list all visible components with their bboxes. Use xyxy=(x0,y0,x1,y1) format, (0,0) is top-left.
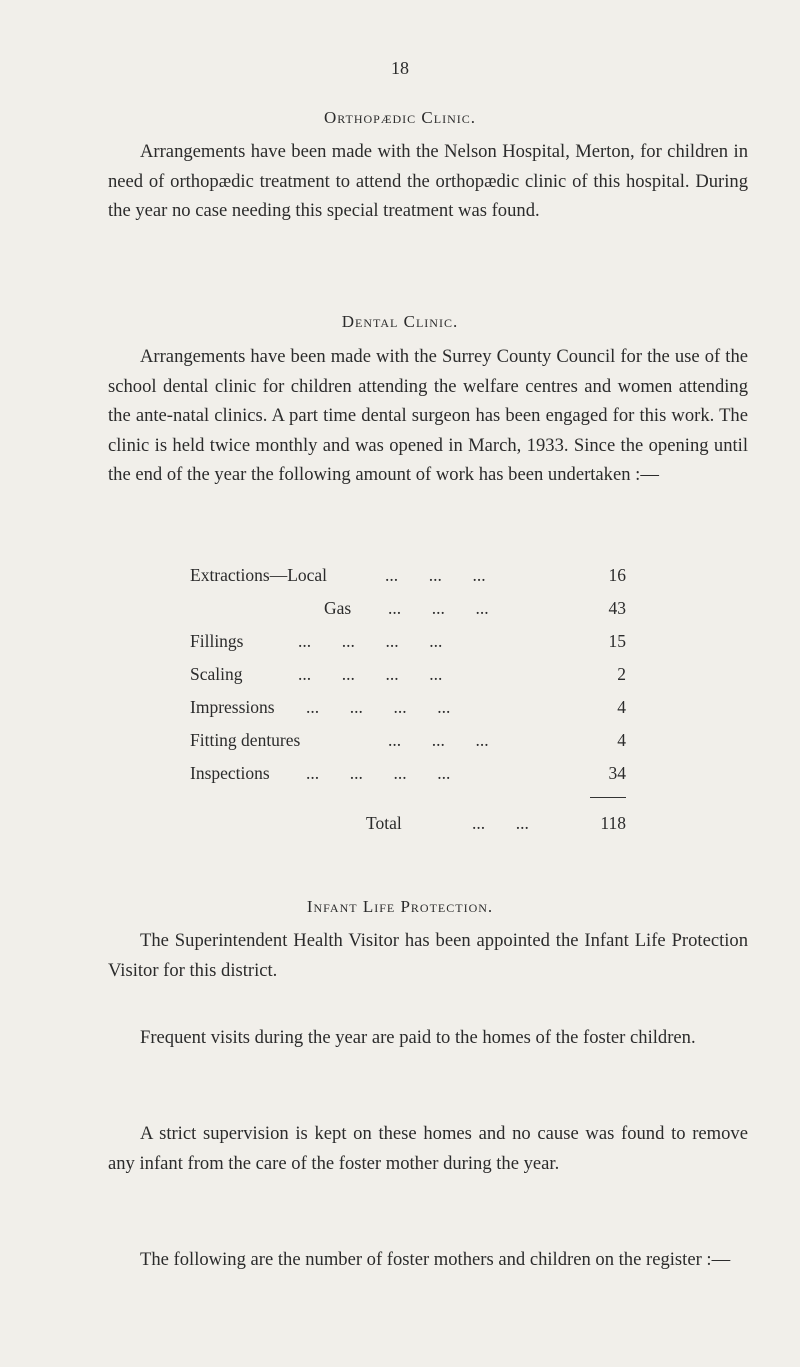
table-row xyxy=(190,631,626,659)
total-value: 118 xyxy=(600,813,626,833)
row-value: 4 xyxy=(617,730,626,750)
row-value: 4 xyxy=(617,697,626,717)
table-row xyxy=(190,763,626,791)
dental-paragraph: Arrangements have been made with the Surrey County Council for the use of the school dental clinic for children attending the welfare centres and women attending the ante-natal clinics. A part time dental surgeon has been engaged for this work. The clinic is held twice monthly and was opened in March, 1933. Since the opening until the end of the year the following amount of work has been undertaken :— xyxy=(108,346,748,485)
leader-dots: ... ... ... ... xyxy=(298,631,443,651)
row-label: Inspections xyxy=(190,763,270,783)
row-value: 2 xyxy=(617,664,626,684)
leader-dots: ... ... ... xyxy=(385,565,486,585)
row-label: Gas xyxy=(324,598,352,618)
infant-heading: Infant Life Protection. xyxy=(306,897,494,916)
orthopaedic-heading: Orthopædic Clinic. xyxy=(323,108,477,127)
orthopaedic-paragraph: Arrangements have been made with the Nelson Hospital, Merton, for children in need of orthopædic treatment to attend the orthopædic clinic of this hospital. During the year no case needing this special treatment was found. xyxy=(108,141,748,221)
row-label: Impressions xyxy=(190,697,275,717)
row-value: 15 xyxy=(608,631,626,651)
infant-paragraph-2: Frequent visits during the year are paid to the homes of the foster children. xyxy=(140,1027,696,1048)
leader-dots: ... ... ... ... xyxy=(306,697,451,717)
row-label: Scaling xyxy=(190,664,243,684)
table-row xyxy=(190,730,626,758)
row-label: Extractions—Local xyxy=(190,565,328,585)
page-number: 18 xyxy=(391,58,409,78)
leader-dots: ... ... ... ... xyxy=(306,763,451,783)
leader-dots: ... ... ... ... xyxy=(298,664,443,684)
row-value: 43 xyxy=(608,598,626,618)
row-label: Fitting dentures xyxy=(190,730,301,750)
total-rule xyxy=(590,797,626,798)
table-row xyxy=(190,598,626,626)
infant-paragraph-3: A strict supervision is kept on these homes and no cause was found to remove any infant from the care of the foster mother during the year. xyxy=(108,1123,748,1174)
row-value: 16 xyxy=(608,565,626,585)
leader-dots: ... ... ... xyxy=(388,730,489,750)
leader-dots: ... ... ... xyxy=(388,598,489,618)
infant-paragraph-4: The following are the number of foster mothers and children on the register :— xyxy=(140,1249,731,1270)
table-row xyxy=(190,565,626,593)
infant-paragraph-1: The Superintendent Health Visitor has been appointed the Infant Life Protection Visitor for this district. xyxy=(108,930,748,981)
dental-heading: Dental Clinic. xyxy=(341,312,459,331)
total-label: Total xyxy=(366,813,402,833)
table-row xyxy=(190,697,626,725)
row-value: 34 xyxy=(608,763,626,783)
leader-dots: ... ... xyxy=(472,813,529,833)
row-label: Fillings xyxy=(190,631,244,651)
table-row xyxy=(190,664,626,692)
total-row xyxy=(190,813,626,841)
